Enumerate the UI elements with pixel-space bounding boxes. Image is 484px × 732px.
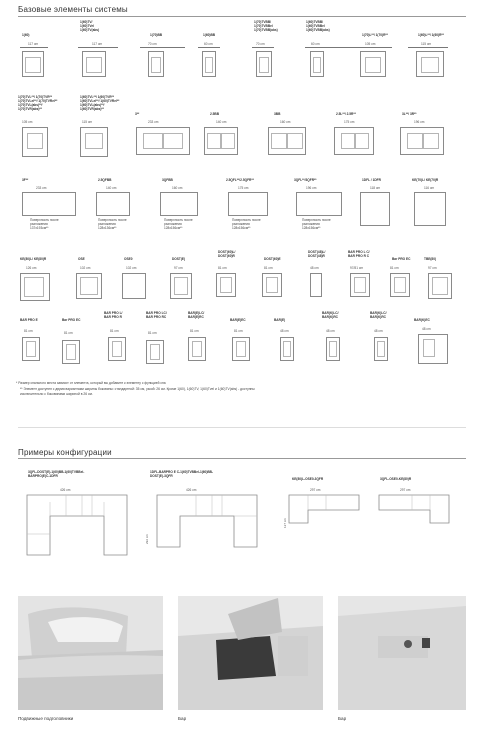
width-dimension: 48 cm xyxy=(422,327,431,331)
module-diagram xyxy=(146,340,164,364)
module-diagram xyxy=(416,51,444,77)
element-label: OSE xyxy=(78,257,85,261)
width-dimension: 175 cm xyxy=(344,120,355,124)
module-diagram xyxy=(82,51,106,77)
module-diagram xyxy=(204,127,238,155)
element-label: 1(70)TVBB/ 1(70)TVBBel 1(70)TVBB(abs) xyxy=(254,20,278,32)
width-dimension: 297 cm xyxy=(310,488,321,492)
sleeping-area-note: Поверхность после разложения 128x136см** xyxy=(98,218,127,230)
width-dimension: 105 cm xyxy=(22,120,33,124)
module-diagram xyxy=(360,192,390,226)
element-label: BAR(E)LC/ BAR(E)RC xyxy=(188,311,205,319)
width-dimension: 81 cm xyxy=(24,329,33,333)
width-dimension: 102 cm xyxy=(126,266,137,270)
module-diagram xyxy=(326,337,340,361)
width-dimension: 297 cm xyxy=(400,488,411,492)
module-diagram xyxy=(414,192,446,226)
width-dimension: 48 cm xyxy=(310,266,319,270)
element-label: BAR(K)LC/ BAR(K)RC xyxy=(322,311,339,319)
module-diagram xyxy=(350,273,370,297)
module-diagram xyxy=(22,51,44,77)
element-label: 1(60) xyxy=(22,33,30,37)
width-dimension: 160 cm xyxy=(172,186,183,190)
module-diagram xyxy=(400,127,444,155)
module-diagram xyxy=(216,273,236,297)
module-diagram xyxy=(136,127,190,155)
width-dimension: 81 cm xyxy=(64,331,73,335)
footnote: * Размер спального места зависит от элемента, который вы добавите к элементу с функцией сна xyxy=(16,381,166,385)
module-diagram xyxy=(122,273,146,299)
width-dimension: 81 cm xyxy=(190,329,199,333)
width-dimension: 175 cm xyxy=(238,186,249,190)
element-label: 1(60)TV/ 1(60)TVel 1(60)TV(abs) xyxy=(80,20,100,32)
element-label: 3BB xyxy=(274,112,281,116)
element-label: Bar PRO EC xyxy=(62,318,81,322)
module-diagram xyxy=(170,273,192,299)
element-label: BAR(K)EC xyxy=(414,318,430,322)
config-diagram xyxy=(378,494,450,524)
width-dimension: 60 cm xyxy=(204,42,213,46)
module-diagram xyxy=(418,334,448,364)
element-label: BAR(K)LC/ BAR(K)RC xyxy=(370,311,387,319)
element-label: 3QFL**/3QFR** xyxy=(294,178,317,182)
photo-caption: Бар xyxy=(178,716,187,721)
sleeping-area-note: Поверхность после разложения 128x156см** xyxy=(232,218,261,230)
element-label: 3QFBB xyxy=(162,178,173,182)
module-diagram xyxy=(268,127,306,155)
width-dimension: 196 cm xyxy=(414,120,425,124)
width-dimension: 102 cm xyxy=(80,266,91,270)
element-label: BAR(E) xyxy=(274,318,286,322)
element-label: 3L**/ 3R** xyxy=(402,112,417,116)
module-diagram xyxy=(22,192,76,216)
section-title-basic: Базовые элементы системы xyxy=(18,5,128,14)
sleeping-area-note: Поверхность после разложения 128x156см** xyxy=(302,218,331,230)
width-dimension: 97 cm xyxy=(428,266,437,270)
module-diagram xyxy=(76,273,102,299)
config-label: 1DFL-BARPRO E C-1(60)TVBBel-1(60)BB- DOST(E)-3QFR xyxy=(150,470,214,478)
section-title-configs: Примеры конфигурации xyxy=(18,448,112,457)
footnote: ** Элемент доступен с двумя вариантами ширины боковины: стандартной: 35 см, узкой: 26 см. Кроме 1(60), 1(60)TV, 1(60)Tvel и 1(60)TV(abs) - доступны xyxy=(20,387,255,391)
module-diagram xyxy=(334,127,374,155)
element-label: 2.5BB xyxy=(210,112,220,116)
photo-caption: Бар xyxy=(338,716,347,721)
element-label: BAR PRO LC/ BAR PRO RC xyxy=(146,311,167,319)
width-dimension: 426 cm xyxy=(186,488,197,492)
element-label: 1(70)L**/ 1(70)R** xyxy=(362,33,388,37)
element-label: BAR PRO L C/ BAR PRO R C xyxy=(348,250,370,258)
module-diagram xyxy=(310,51,324,77)
module-diagram xyxy=(160,192,198,216)
module-diagram xyxy=(202,51,216,77)
divider xyxy=(18,427,466,428)
element-label: 1(60)TVL**/ 1(60)TVR** 1(60)TVLel**/ 1(60)TVRel** 1(60)TVL(abs)**/ 1(60)TVR(abs)** xyxy=(80,95,120,111)
width-dimension: 97/81 cm xyxy=(350,266,364,270)
width-dimension: 160 cm xyxy=(280,120,291,124)
sleeping-area-note: Поверхность после разложения 128x156см** xyxy=(164,218,193,230)
module-diagram xyxy=(80,127,108,157)
width-dimension: 97 cm xyxy=(174,266,183,270)
title-divider xyxy=(18,16,466,17)
element-label: BAR(E)EC xyxy=(230,318,246,322)
element-label: KE(70)L/ KE(70)R xyxy=(412,178,439,182)
width-dimension: 140 cm xyxy=(106,186,117,190)
module-diagram xyxy=(296,192,342,216)
width-dimension: 81 cm xyxy=(218,266,227,270)
width-dimension: 126 cm xyxy=(26,266,37,270)
config-diagram xyxy=(288,494,360,524)
module-diagram xyxy=(262,273,282,297)
width-dimension: 117 cm xyxy=(28,42,39,46)
element-label: DOST(60)L/ DOST(60)R xyxy=(218,250,236,258)
width-dimension: 81 cm xyxy=(264,266,273,270)
width-dimension: 48 cm xyxy=(374,329,383,333)
element-label: KE(80)L/ KE(80)R xyxy=(20,257,47,261)
element-label: 1(60)L**/ 1(60)R** xyxy=(418,33,444,37)
module-diagram xyxy=(390,273,410,297)
width-dimension: 70 cm xyxy=(256,42,265,46)
module-diagram xyxy=(188,337,206,361)
width-dimension: 116 cm xyxy=(424,186,435,190)
element-label: 1(70)BB xyxy=(150,33,163,37)
depth-dimension: 127 cm xyxy=(283,518,287,528)
element-label: OSE0 xyxy=(124,257,133,261)
width-dimension: 70 cm xyxy=(148,42,157,46)
depth-dimension: 292 cm xyxy=(145,534,149,544)
width-dimension: 105 cm xyxy=(365,42,376,46)
element-label: 1(70)TVL**/ 1(70)TVR** 1(70)TVLel**/ 1(70)TVRel** 1(70)TVL(abs)**/ 1(70)TVR(abs)** xyxy=(18,95,58,111)
footnote: исключительно с боковинами шириной в 26 см. xyxy=(20,392,93,396)
config-label: 3QFL-DOST(E)-1(60)BB-1(60)TVBBel- BARPRO(E)C-1DFR xyxy=(28,470,85,478)
element-label: DOST(48)L/ DOST(48)R xyxy=(308,250,326,258)
module-diagram xyxy=(108,337,126,361)
width-dimension: 48 cm xyxy=(326,329,335,333)
module-diagram xyxy=(374,337,388,361)
width-dimension: 115 cm xyxy=(421,42,432,46)
width-dimension: 426 cm xyxy=(60,488,71,492)
element-label: DOST(60)E xyxy=(264,257,281,261)
module-diagram xyxy=(428,273,452,299)
width-dimension: 233 cm xyxy=(36,186,47,190)
width-dimension: 196 cm xyxy=(306,186,317,190)
element-label: 1DFL / 1DFR xyxy=(362,178,381,182)
width-dimension: 60 cm xyxy=(311,42,320,46)
element-label: 2.5QFL**/2.5QFR** xyxy=(226,178,254,182)
module-diagram xyxy=(22,127,48,157)
photo-bar-open xyxy=(178,596,323,710)
element-label: Bar PRO EC xyxy=(392,257,411,261)
config-diagram xyxy=(26,494,128,556)
element-label: TBE(80) xyxy=(424,257,437,261)
width-dimension: 140 cm xyxy=(216,120,227,124)
element-label: 2.5QFBB xyxy=(98,178,112,182)
title-divider xyxy=(18,458,466,459)
element-label: 1(60)TVBB/ 1(60)TVBBel 1(60)TVBB(abs) xyxy=(306,20,330,32)
photo-caption: Подвижные подголовники xyxy=(18,716,74,721)
module-diagram xyxy=(256,51,272,77)
module-diagram xyxy=(96,192,130,216)
config-label: KE(80)L-OSE0-3QFR xyxy=(292,477,324,481)
element-label: 3F** xyxy=(22,178,29,182)
module-diagram xyxy=(232,337,250,361)
module-diagram xyxy=(360,51,386,77)
element-label: DOST(E) xyxy=(172,257,186,261)
width-dimension: 115 cm xyxy=(82,120,93,124)
sleeping-area-note: Поверхность после разложения 137x193см** xyxy=(30,218,59,230)
width-dimension: 117 cm xyxy=(92,42,103,46)
element-label: 3** xyxy=(135,112,140,116)
module-diagram xyxy=(62,340,80,364)
width-dimension: 81 cm xyxy=(390,266,399,270)
element-label: 2.5L**/ 2.5R** xyxy=(336,112,356,116)
element-label: 1(60)BB xyxy=(203,33,216,37)
width-dimension: 48 cm xyxy=(280,329,289,333)
photo-bar-closed xyxy=(338,596,466,710)
module-diagram xyxy=(310,273,322,297)
module-diagram xyxy=(280,337,294,361)
width-dimension: 233 cm xyxy=(148,120,159,124)
module-diagram xyxy=(22,337,40,361)
config-label: 3QFL-OSE0-KE(80)R xyxy=(380,477,412,481)
module-diagram xyxy=(148,51,164,77)
photo-movable-headrests xyxy=(18,596,163,710)
module-diagram xyxy=(20,273,50,301)
width-dimension: 81 cm xyxy=(110,329,119,333)
width-dimension: 81 cm xyxy=(148,331,157,335)
module-diagram xyxy=(228,192,268,216)
element-label: BAR PRO E xyxy=(20,318,38,322)
element-label: BAR PRO L/ BAR PRO R xyxy=(104,311,123,319)
width-dimension: 81 cm xyxy=(234,329,243,333)
config-diagram xyxy=(156,494,258,548)
width-dimension: 118 cm xyxy=(370,186,381,190)
